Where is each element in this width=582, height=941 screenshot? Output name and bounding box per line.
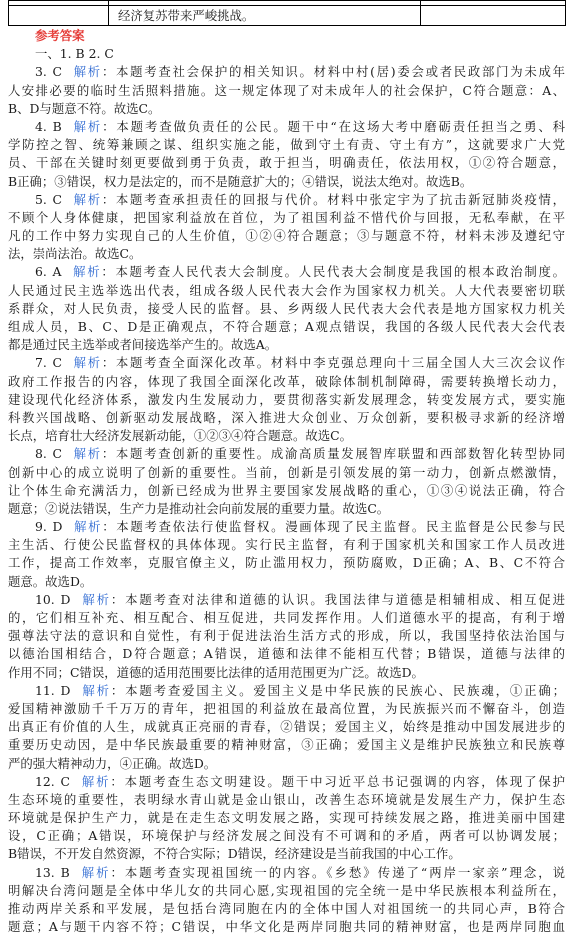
answer-item	[8, 864, 565, 937]
answer-line: B错误，不开发自然资源，不符合实际；D错误，经济建设是当前我国的中心工作。	[8, 846, 461, 862]
table-row	[9, 6, 566, 26]
answer-key: 10. D	[35, 591, 71, 607]
answer-line: 重要历史动因，是中华民族最重要的精神财富，③正确；爱国主义是维护民族独立和民族尊	[8, 737, 565, 753]
analysis-label: 解析	[80, 773, 111, 789]
answer-item	[8, 591, 565, 682]
answer-text: ：本题考查承担责任的回报与代价。材料中张定宇为了抗击新冠肺炎疫情，	[101, 191, 565, 207]
answer-line: 爱国精神激励千千万万的青年，把祖国的利益放在最高位置，为民族振兴而不懈奋斗，创造	[8, 700, 565, 716]
section-heading: 参考答案	[35, 28, 85, 43]
answer-first-line	[8, 445, 565, 463]
analysis-label: 解析	[71, 446, 102, 462]
answer-first-line	[8, 191, 565, 209]
answer-text: ：本题考查生态文明建设。题干中习近平总书记强调的内容，体现了保护	[110, 773, 565, 789]
answer-first-line	[8, 518, 565, 536]
answer-first-line	[8, 864, 565, 882]
answer-item	[8, 773, 565, 864]
answer-first-line	[8, 354, 565, 372]
analysis-label: 解析	[71, 118, 103, 134]
answer-line: 人民通过民主选举选出代表，组成各级人民代表大会作为国家权力机关。人大代表要密切联	[8, 282, 565, 298]
answer-item	[8, 682, 565, 773]
analysis-label: 解析	[80, 591, 111, 607]
answer-line: 员、干部在关键时刻更要做到勇于负责，敢于担当，明确责任，依法用权，①②符合题意，	[8, 155, 565, 171]
table-cell-left	[9, 6, 109, 26]
answer-line: 科教兴国战略、创新驱动发展战略，深入推进大众创业、万众创新，要积极寻求新的经济增	[8, 409, 565, 425]
analysis-label: 解析	[71, 264, 102, 280]
answer-item	[8, 263, 565, 354]
answer-line: 工作，提高工作效率，克服官僚主义，防止滥用权力，预防腐败，D正确；A、B、C不符合	[8, 555, 565, 571]
answer-text: ：本题考查实现祖国统一的内容。《乡愁》传递了“两岸一家亲”理念，说	[110, 864, 565, 880]
answer-line: B、D与题意不符。故选C。	[8, 100, 161, 116]
answer-text: ：本题考查依法行使监督权。漫画体现了民主监督。民主监督是公民参与民	[102, 519, 565, 535]
analysis-label: 解析	[71, 64, 102, 80]
table-cell-middle: 经济复苏带来严峻挑战。	[109, 6, 421, 26]
top-table	[8, 0, 566, 26]
answer-text: ：本题考查全面深化改革。材料中李克强总理向十三届全国人大三次会议作	[101, 355, 565, 371]
answer-first-line	[8, 591, 565, 609]
answer-item	[8, 191, 565, 264]
part-one-answers: 一、1. B 2. C	[35, 46, 114, 62]
answer-line: 生态环境的重要性，表明绿水青山就是金山银山，改善生态环境就是发展生产力，保护生态	[8, 791, 565, 807]
answer-line: 环境就是保护生产力，就是在走生态文明发展之路，实现可持续发展之路，推进美丽中国建	[8, 810, 565, 826]
answer-line: 创新中心的成立说明了创新的重要性。当前，创新是引领发展的第一动力，创新点燃激情，	[8, 464, 565, 480]
answer-line: 推动两岸关系和平发展，是包括台湾同胞在内的全体中国人对祖国统一的共同心声，B符合	[8, 901, 565, 916]
answer-line: 题意；②说法错误，生产力是推动社会向前发展的重要力量。故选C。	[8, 500, 390, 516]
answer-line: 设，C正确；A错误，环境保护与经济发展之间没有不可调和的矛盾，两者可以协调发展；	[8, 828, 565, 844]
answer-line: 学防控之智、统筹兼顾之谋、组织实施之能，做到守土有责、守土有方”，这就要求广大党	[8, 137, 565, 153]
answer-item	[8, 63, 565, 118]
answer-key: 8. C	[35, 446, 62, 462]
answer-key: 12. C	[35, 773, 70, 789]
analysis-label: 解析	[71, 191, 102, 207]
answer-line: 组成人员，B、C、D是正确观点，不符合题意；A观点错误，我国的各级人民代表大会代表	[8, 319, 565, 334]
answer-text: ：本题考查做负责任的公民。题干中“在这场大考中磨砺责任担当之勇、科	[102, 118, 565, 134]
answer-text: ：本题考查爱国主义。爱国主义是中华民族的民族心、民族魂，①正确；	[110, 682, 565, 698]
answer-line: 题意。故选D。	[8, 573, 93, 589]
analysis-label: 解析	[79, 864, 111, 880]
answer-line: 明解决台湾问题是全体中华儿女的共同心愿,实现祖国的完全统一是中华民族根本利益所在，	[8, 882, 565, 898]
answer-line: 法，崇尚法治。故选C。	[8, 246, 142, 262]
answer-line: 系群众，对人民负责，接受人民的监督。县、乡两级人民代表大会代表是地方国家权力机关	[8, 300, 565, 316]
answer-line: 以德治国相结合，D符合题意；A错误，道德和法律不能相互代替；B错误，道德与法律的	[8, 646, 565, 662]
answer-document	[8, 27, 565, 936]
answer-key: 5. C	[35, 191, 62, 207]
answer-key: 6. A	[35, 264, 62, 280]
answer-line: 题意；A与题干内容不符；C错误，中华文化是两岸同胞共同的精神财富，也是两岸同胞血	[8, 919, 565, 935]
answer-item	[8, 354, 565, 445]
answer-line: 凡的工作中努力实现自己的人生价值，①②④符合题意；③与题意不符，材料未涉及遵纪守	[8, 228, 565, 244]
answer-key: 4. B	[35, 118, 62, 134]
answer-line: 建设现代化经济体系，激发内生发展动力，要贯彻落实新发展理念，转变发展方式，要实施	[8, 391, 565, 407]
answer-line: 政府工作报告的内容，体现了我国全面深化改革，破除体制机制障碍，需要转换增长动力，	[8, 373, 565, 389]
answer-line: 都是通过民主选举或者间接选举产生的。故选A。	[8, 337, 278, 353]
answer-line: 不顾个人身体健康，把国家利益放在首位，为了祖国利益不惜代价与回报，无私奉献，在平	[8, 209, 565, 225]
answer-line: 作用不同；C错误，道德的适用范围要比法律的适用范围更为广泛。故选D。	[8, 664, 424, 680]
answer-first-line	[8, 118, 565, 136]
analysis-label: 解析	[72, 519, 103, 535]
answer-item	[8, 445, 565, 518]
answer-first-line	[8, 63, 565, 81]
table-cell-right	[421, 6, 566, 26]
answer-text: ：本题考查社会保护的相关知识。材料中村(居)委会或者民政部门为未成年	[101, 64, 565, 80]
answer-item	[8, 118, 565, 191]
answer-key: 13. B	[35, 864, 70, 880]
answer-text: ：本题考查创新的重要性。成渝高质量发展智库联盟和西部数智化转型协同	[101, 446, 565, 462]
answer-line: B正确；③错误，权力是法定的，而不是随意扩大的；④错误，说法太绝对。故选B。	[8, 173, 473, 189]
answer-key: 9. D	[35, 519, 63, 535]
answer-line: 长点，培育壮大经济发展新动能，①②③④符合题意。故选C。	[8, 428, 353, 444]
answer-text: ：本题考查人民代表大会制度。人民代表大会制度是我国的根本政治制度。	[101, 264, 565, 280]
answer-line: 人安排必要的临时生活照料措施。这一规定体现了对未成年人的社会保护，C符合题意：A、	[8, 82, 565, 98]
answer-line: 严的强大精神动力，④正确。故选D。	[8, 755, 217, 771]
answer-key: 7. C	[35, 355, 62, 371]
analysis-label: 解析	[80, 682, 111, 698]
answer-line: 让个体生命充满活力，创新已经成为世界主要国家发展战略的重心，①③④说法正确，符合	[8, 482, 565, 498]
answer-line: 主生活、行使公民监督权的具体体现。实行民主监督，有利于国家机关和国家工作人员改进	[8, 537, 565, 553]
answer-first-line	[8, 773, 565, 791]
answer-line: 的，它们相互补充、相互配合、相互促进，共同发挥作用。人们道德水平的提高，有利于增	[8, 610, 565, 625]
answer-first-line	[8, 263, 565, 281]
answer-key: 11. D	[35, 682, 71, 698]
answer-text: ：本题考查对法律和道德的认识。我国法律与道德是相辅相成、相互促进	[110, 591, 565, 607]
answer-line: 出真正有价值的人生，成就真正亮丽的青春，②错误；爱国主义，始终是推动中国发展进步的	[8, 719, 565, 735]
answer-item	[8, 518, 565, 591]
answer-key: 3. C	[35, 64, 62, 80]
answer-line: 强尊法守法的意识和自觉性，有利于促进法治生活方式的形成，所以，我国坚持依法治国与	[8, 628, 565, 644]
analysis-label: 解析	[71, 355, 102, 371]
answer-first-line	[8, 682, 565, 700]
